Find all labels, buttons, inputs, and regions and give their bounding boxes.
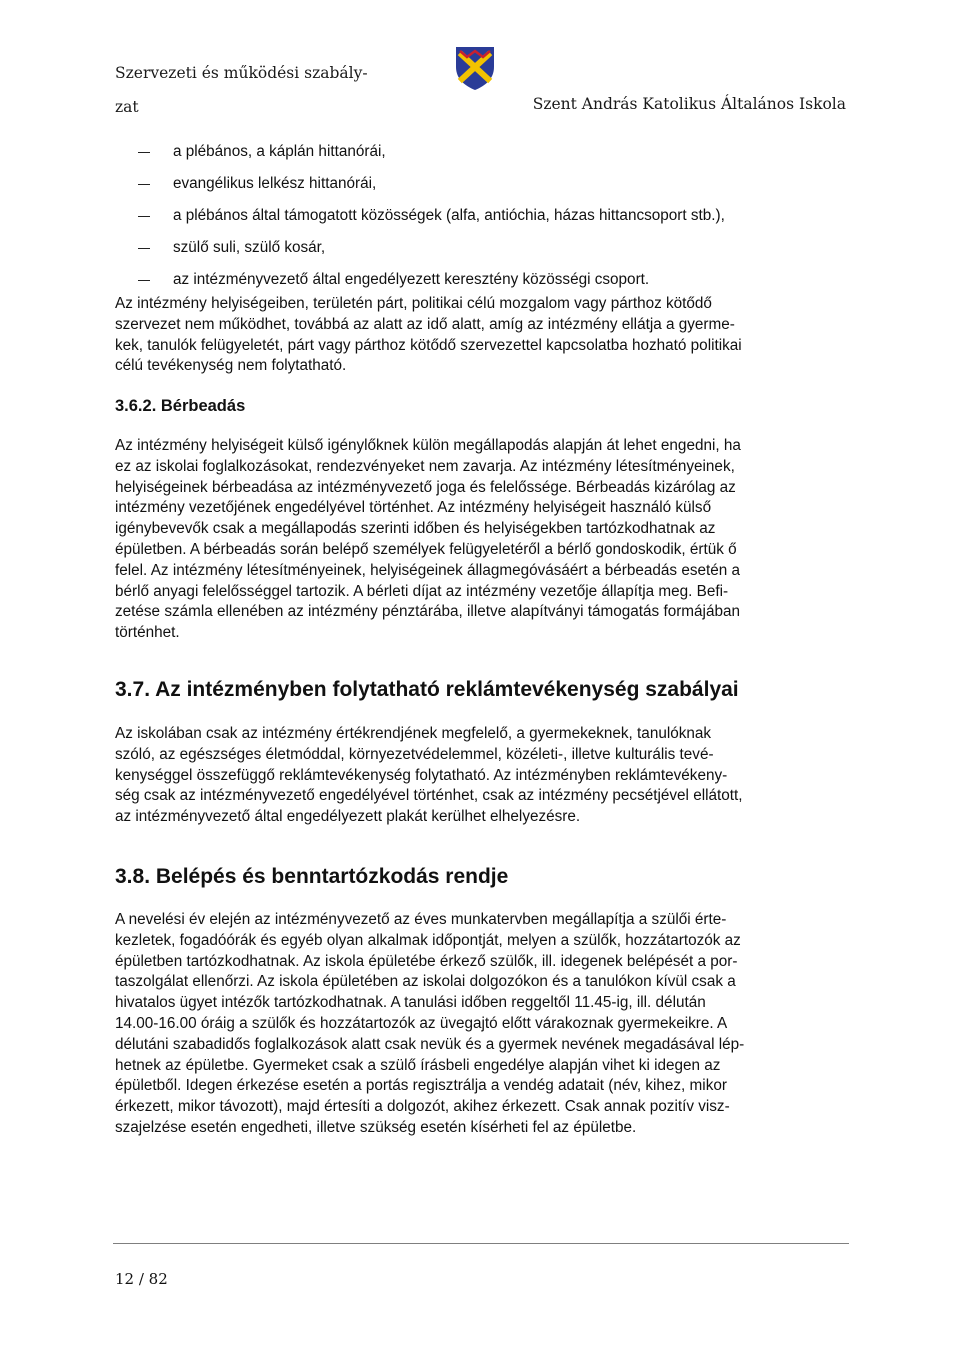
paragraph-ads bbox=[115, 724, 851, 828]
text-line: történhet. bbox=[115, 624, 180, 642]
section-heading-38: 3.8. Belépés és benntartózkodás rendje bbox=[115, 865, 509, 888]
dash-bullet bbox=[138, 248, 150, 249]
text-line: bérlő anyagi felelősséggel tartozik. A bérleti díjat az intézmény vezetője állapítja meg. Befi- bbox=[115, 582, 729, 600]
text-line: 14.00-16.00 óráig a szülők és hozzátartozók az üvegajtó előtt várakoznak gyermekeikre. A bbox=[115, 1014, 728, 1032]
text-line: intézmény vezetőjének engedélyével történhet. Az intézmény helyiségeit használó külső bbox=[115, 499, 712, 517]
text-line: igénybevevők csak a megállapodás szerinti időben és helyiségekben tartózkodhatnak az bbox=[115, 520, 716, 538]
text-line: szóló, az egészséges életmóddal, környezetvédelemmel, közéleti-, illetve kulturális tevé- bbox=[115, 745, 714, 763]
text-line: hivatalos ügyet intézők tartózkodhatnak. A tanulási időben reggeltől 11.45-ig, ill. délután bbox=[115, 994, 706, 1012]
text-line: szajelzése esetén engedheti, illetve szükség esetén kísérheti fel az épületbe. bbox=[115, 1118, 637, 1136]
text-line: célú tevékenység nem folytatható. bbox=[115, 357, 347, 375]
header-title-line2: zat bbox=[115, 98, 139, 116]
text-line: felel. Az intézmény létesítményeinek, helyiségeinek állagmegóvásáért a bérbeadás esetén a bbox=[115, 561, 740, 579]
header-title-line1: Szervezeti és működési szabály- bbox=[115, 64, 368, 82]
header-school-name: Szent András Katolikus Általános Iskola bbox=[532, 95, 846, 113]
dash-bullet bbox=[138, 152, 150, 153]
section-heading-37: 3.7. Az intézményben folytatható reklámtevékenység szabályai bbox=[115, 678, 739, 701]
list-item-text: szülő suli, szülő kosár, bbox=[173, 239, 326, 256]
text-line: helyiségeinek bérbeadása az intézményvezető joga és felelőssége. Bérbeadás kizárólag az bbox=[115, 478, 736, 496]
header-title bbox=[115, 56, 415, 124]
text-line: kezletek, fogadóórák és egyéb olyan alkalmak időpontját, melyen a szülők, hozzátartozók az bbox=[115, 931, 741, 949]
text-line: ség csak az intézményvezető engedélyével történhet, csak az intézmény pecsétjével ellátott, bbox=[115, 787, 743, 805]
list-item-text: az intézményvezető által engedélyezett keresztény közösségi csoport. bbox=[173, 271, 650, 288]
list-item-text: a plébános által támogatott közösségek (alfa, antióchia, házas hittancsoport stb.), bbox=[173, 207, 725, 224]
paragraph-entry bbox=[115, 910, 851, 1139]
list-item bbox=[138, 204, 858, 236]
school-shield-logo bbox=[454, 45, 496, 91]
text-line: kek, tanulók felügyeletét, párt vagy párthoz kötődő szervezettel kapcsolatba hozható politikai bbox=[115, 336, 742, 354]
text-line: épületből. Idegen érkezése esetén a portás regisztrálja a vendég adatait (név, kihez, mikor bbox=[115, 1077, 727, 1095]
paragraph-politics bbox=[115, 294, 851, 377]
section-heading-362: 3.6.2. Bérbeadás bbox=[115, 397, 246, 415]
page-number: 12 / 82 bbox=[115, 1270, 168, 1288]
list-item-text: evangélikus lelkész hittanórái, bbox=[173, 175, 377, 192]
list-item bbox=[138, 172, 858, 204]
text-line: Az intézmény helyiségeit külső igénylőknek külön megállapodás alapján át lehet engedni, ha bbox=[115, 437, 741, 454]
paragraph-rental bbox=[115, 436, 851, 644]
list-item bbox=[138, 236, 858, 268]
text-line: délutáni szabadidős foglalkozások alatt csak nevük és a gyermek nevének megadásával lép- bbox=[115, 1035, 745, 1053]
text-line: taszolgálat ellenőrzi. Az iskola épületében az iskolai dolgozókon és a tanulókon kívül csak a bbox=[115, 973, 736, 991]
text-line: hetnek az épületbe. Gyermeket csak a szülő írásbeli engedélye alapján vihet ki idegen az bbox=[115, 1056, 721, 1074]
text-line: érkezett, mikor távozott), majd értesíti a dolgozót, akihez érkezett. Csak annak pozitív visz- bbox=[115, 1098, 730, 1116]
list-item bbox=[138, 140, 858, 172]
activity-list bbox=[138, 140, 858, 300]
text-line: Az iskolában csak az intézmény értékrendjének megfelelő, a gyermekeknek, tanulóknak bbox=[115, 725, 712, 742]
text-line: szervezet nem működhet, továbbá az alatt az idő alatt, amíg az intézmény ellátja a gyerme- bbox=[115, 315, 735, 333]
list-item-text: a plébános, a káplán hittanórái, bbox=[173, 143, 386, 160]
text-line: A nevelési év elején az intézményvezető az éves munkatervben megállapítja a szülői érte- bbox=[115, 911, 727, 928]
text-line: épületben tartózkodhatnak. Az iskola épületébe érkező szülők, ill. idegenek belépését a por- bbox=[115, 952, 738, 970]
text-line: Az intézmény helyiségeiben, területén párt, politikai célú mozgalom vagy párthoz kötődő bbox=[115, 295, 712, 312]
dash-bullet bbox=[138, 280, 150, 281]
text-line: épületben. A bérbeadás során belépő személyek felügyeletéről a bérlő gondoskodik, értük ő bbox=[115, 540, 737, 558]
text-line: az intézményvezető által engedélyezett plakát kerülhet elhelyezésre. bbox=[115, 808, 581, 826]
dash-bullet bbox=[138, 184, 150, 185]
footer-divider bbox=[113, 1243, 849, 1244]
text-line: zetése számla ellenében az intézmény pénztárába, illetve alapítványi támogatás formájában bbox=[115, 603, 740, 621]
dash-bullet bbox=[138, 216, 150, 217]
text-line: kenységgel összefüggő reklámtevékenység folytatható. Az intézményben reklámtevékeny- bbox=[115, 766, 728, 784]
text-line: ez az iskolai foglalkozásokat, rendezvényeket nem zavarja. Az intézmény létesítményeinek, bbox=[115, 457, 735, 475]
